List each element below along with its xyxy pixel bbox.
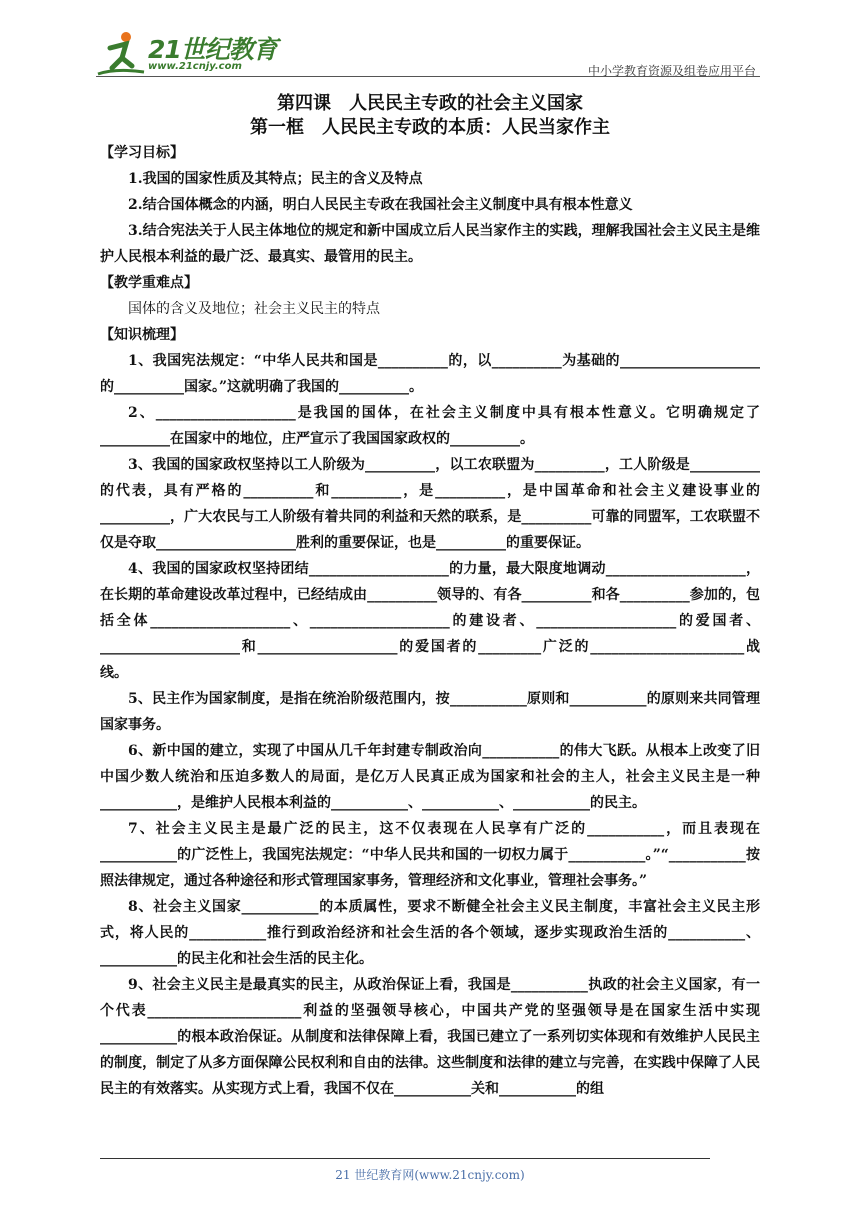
logo-text: 21世纪教育: [148, 35, 277, 64]
site-logo[interactable]: [96, 28, 296, 80]
knowledge-item: 6、新中国的建立，实现了中国从几千年封建专制政治向___________的伟大飞跃。从根本上改变了旧中国少数人统治和压迫多数人的局面，是亿万人民真正成为国家和社会的主人，社会主义民主是一种___________，是维护人民根本利益的___________、___________、___________的民主。: [100, 743, 760, 811]
lesson-title: 第四课 人民民主专政的社会主义国家: [277, 93, 583, 114]
section-knowledge-heading: 【知识梳理】: [100, 327, 184, 343]
lesson-subtitle: 第一框 人民民主专政的本质：人民当家作主: [250, 117, 610, 138]
section-goals-heading: 【学习目标】: [100, 145, 184, 161]
goal-item: 3.结合宪法关于人民主体地位的规定和新中国成立后人民当家作主的实践，理解我国社会主义民主是维护人民根本利益的最广泛、最真实、最管用的民主。: [100, 223, 760, 265]
key-points-text: 国体的含义及地位；社会主义民主的特点: [128, 301, 380, 317]
page-footer[interactable]: 21 世纪教育网(www.21cnjy.com): [335, 1168, 525, 1182]
knowledge-item: 2、____________________是我国的国体，在社会主义制度中具有根本性意义。它明确规定了__________在国家中的地位，庄严宣示了我国国家政权的__________。: [100, 405, 760, 447]
goal-item: 1.我国的国家性质及其特点；民主的含义及特点: [128, 171, 423, 187]
section-key-points-heading: 【教学重难点】: [100, 275, 198, 291]
knowledge-item: 1、我国宪法规定：“中华人民共和国是__________的，以__________为基础的____________________的__________国家。”这就明确了我国的__________。: [100, 353, 760, 395]
logo-url: www.21cnjy.com: [148, 61, 242, 72]
document-body: [100, 92, 760, 1102]
page-header: [96, 28, 760, 80]
knowledge-item: 7、社会主义民主是最广泛的民主，这不仅表现在人民享有广泛的___________，而且表现在___________的广泛性上，我国宪法规定：“中华人民共和国的一切权力属于___________。”“___________按照法律规定，通过各种途径和形式管理国家事务，管理经济和文化事业，管理社会事务。”: [100, 821, 760, 889]
runner-logo-icon: [96, 28, 146, 78]
platform-name: 中小学教育资源及组卷应用平台: [587, 64, 756, 78]
knowledge-item: 9、社会主义民主是最真实的民主，从政治保证上看，我国是___________执政的社会主义国家，有一个代表______________________利益的坚强领导核心，中国共产党的坚强领导是在国家生活中实现___________的根本政治保证。从制度和法律保障上看，我国已建立了一系列切实体现和有效维护人民民主的制度，制定了从多方面保障公民权利和自由的法律。这些制度和法律的建立与完善，在实践中保障了人民民主的有效落实。从实现方式上看，我国不仅在___________关和___________的组: [100, 977, 760, 1097]
knowledge-item: 5、民主作为国家制度，是指在统治阶级范围内，按___________原则和___________的原则来共同管理国家事务。: [100, 691, 760, 733]
goal-item: 2.结合国体概念的内涵，明白人民民主专政在我国社会主义制度中具有根本性意义: [128, 197, 633, 213]
header-divider: [96, 76, 760, 77]
footer-divider: [100, 1158, 710, 1159]
knowledge-item: 8、社会主义国家___________的本质属性，要求不断健全社会主义民主制度，丰富社会主义民主形式，将人民的___________推行到政治经济和社会生活的各个领域，逐步实现政治生活的___________、___________的民主化和社会生活的民主化。: [100, 899, 760, 967]
knowledge-item: 4、我国的国家政权坚持团结____________________的力量，最大限度地调动____________________，在长期的革命建设改革过程中，已经结成由__________领导的、有各__________和各__________参加的，包括全体____________________、____________________的建设者、____________________的爱国者、____________________和____________________的爱国者的_________广泛的______________________战线。: [100, 561, 760, 681]
knowledge-item: 3、我国的国家政权坚持以工人阶级为__________，以工农联盟为__________，工人阶级是__________的代表，具有严格的__________和__________，是__________，是中国革命和社会主义建设事业的__________，广大农民与工人阶级有着共同的利益和天然的联系，是__________可靠的同盟军，工农联盟不仅是夺取____________________胜利的重要保证，也是__________的重要保证。: [100, 457, 760, 551]
